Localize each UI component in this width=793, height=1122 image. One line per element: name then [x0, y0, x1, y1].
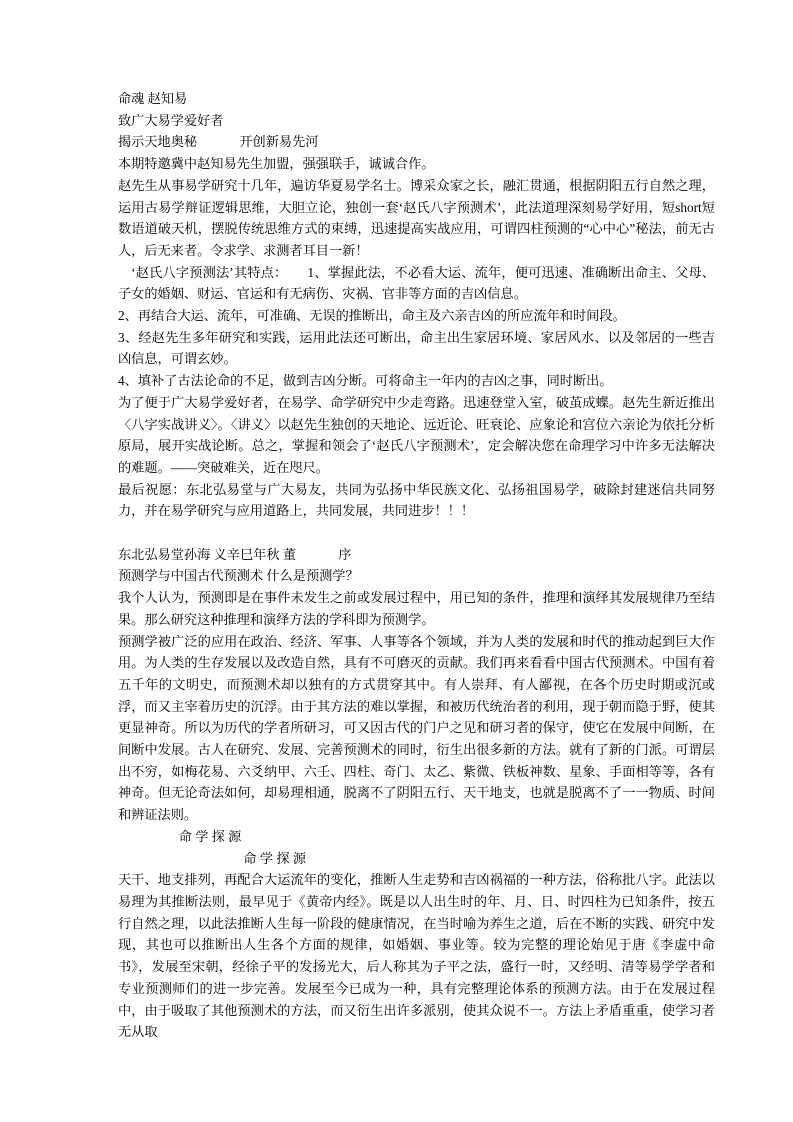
paragraph-feature-3: 3、经赵先生多年研究和实践，运用此法还可断出，命主出生家居环境、家居风水、以及邻居的一些吉凶信息，可谓玄妙。 — [118, 329, 715, 367]
paragraph-promo: 为了便于广大易学爱好者，在易学、命学研究中少走弯路。迅速登堂入室，破茧成蝶。赵先生新近推出〈八字实战讲义〉。〈讲义〉以赵先生独创的天地论、远近论、旺衰论、应象论和宫位六亲论为依托分析原局，展开实战论断。总之，掌握和领会了‘赵氏八字预测术’，定会解决您在命理学习中许多无法解决的难题。——突破难关，近在咫尺。 — [118, 394, 715, 475]
paragraph-feature-4: 4、填补了古法论命的不足，做到吉凶分断。可将命主一年内的吉凶之事，同时断出。 — [118, 373, 613, 389]
author-name: 东北弘易堂孙海 义辛巳年秋 董 — [118, 546, 297, 562]
paragraph-closing: 最后祝愿：东北弘易堂与广大易友，共同为弘扬中华民族文化、弘扬祖国易学，破除封建迷信共同努力，并在易学研究与应用道路上，共同发展，共同进步！！！ — [118, 481, 715, 519]
paragraph-body-3: 天干、地支排列，再配合大运流年的变化，推断人生走势和吉凶祸福的一种方法，俗称批八字。此法以易理为其推断法则，最早见于《黄帝内经》。既是以人出生时的年、月、日、时四柱为已知条件，按五行自然之理，以此法推断人生每一阶段的健康情况，在当时喻为养生之道，后在不断的实践、研究中发现，其也可以推断出人生各个方面的规律，如婚姻、事业等。较为完整的理论始见于唐《李虚中命书》，发展至宋朝，经徐子平的发扬光大，后人称其为子平之法，盛行一时，又经明、清等易学学者和专业预测师们的进一步完善。发展至今已成为一种，具有完整理论体系的预测方法。由于在发展过程中，由于吸取了其他预测术的方法，而又衍生出许多派别，使其众说不一。方法上矛盾重重，使学习者无从取 — [118, 872, 715, 1040]
paragraph-title-main: 命魂 赵知易 — [118, 91, 188, 106]
document-body — [118, 88, 715, 1043]
author-preface-label: 序 — [338, 546, 352, 562]
paragraph-slogan — [118, 131, 715, 153]
slogan-part-1: 揭示天地奥秘 — [118, 134, 198, 150]
paragraph-intro: 本期特邀冀中赵知易先生加盟，强强联手，诚诚合作。 — [118, 156, 435, 172]
paragraph-subheading: 命 学 探 源 — [178, 828, 242, 844]
paragraph-feature-1: ‘赵氏八字预测法’其特点： 1、掌握此法，不必看大运、流年，便可迅速、准确断出命主、父母、子女的婚姻、财运、官运和有无病伤、灾祸、官非等方面的吉凶信息。 — [118, 264, 715, 302]
paragraph-author — [118, 544, 715, 566]
paragraph-body-1: 我个人认为，预测即是在事件未发生之前或发展过程中，用已知的条件，推理和演绎其发展规律乃至结果。那么研究这种推理和演绎方法的学科即为预测学。 — [118, 590, 715, 627]
paragraph-section-question: 预测学与中国古代预测术 什么是预测学？ — [118, 568, 359, 584]
paragraph-feature-2: 2、再结合大运、流年，可准确、无误的推断出，命主及六亲吉凶的所应流年和时间段。 — [118, 308, 626, 324]
paragraph-spacer — [118, 522, 715, 544]
slogan-part-2: 开创新易先河 — [239, 134, 319, 150]
paragraph-bio: 赵先生从事易学研究十几年，遍访华夏易学名士。博采众家之长，融汇贯通，根据阴阳五行自然之理，运用古易学辩证逻辑思维，大胆立论，独创一套‘赵氏八字预测术’，此法道理深刻易学好用，短short短数语道破天机，摆脱传统思维方式的束缚，迅速提高实战应用，可谓四柱预测的“心中心”秘法，前无古人，后无来者。令求学、求测者耳目一新！ — [118, 177, 715, 258]
paragraph-section-title: 命 学 探 源 — [243, 850, 307, 866]
paragraph-subtitle: 致广大易学爱好者 — [118, 112, 224, 128]
paragraph-body-2: 预测学被广泛的应用在政治、经济、军事、人事等各个领域，并为人类的发展和时代的推动起到巨大作用。为人类的生存发展以及改造自然，具有不可磨灭的贡献。我们再来看看中国古代预测术。中国有着五千年的文明史，而预测术却以独有的方式贯穿其中。有人崇拜、有人鄙视，在各个历史时期或沉或浮，而又主宰着历史的沉浮。由于其方法的难以掌握，和被历代统治者的利用，现于朝而隐于野，使其更显神奇。所以为历代的学者所研习，可又因古代的门户之见和研习者的保守，使它在发展中间断，在间断中发展。古人在研究、发展、完善预测术的同时，衍生出很多新的方法。就有了新的门派。可谓层出不穷，如梅花易、六爻纳甲、六壬、四柱、奇门、太乙、紫微、铁板神数、星象、手面相等等，各有神奇。但无论奇法如何，却易理相通，脱离不了阴阳五行、天干地支，也就是脱离不了一一物质、时间和辨证法则。 — [118, 633, 715, 823]
